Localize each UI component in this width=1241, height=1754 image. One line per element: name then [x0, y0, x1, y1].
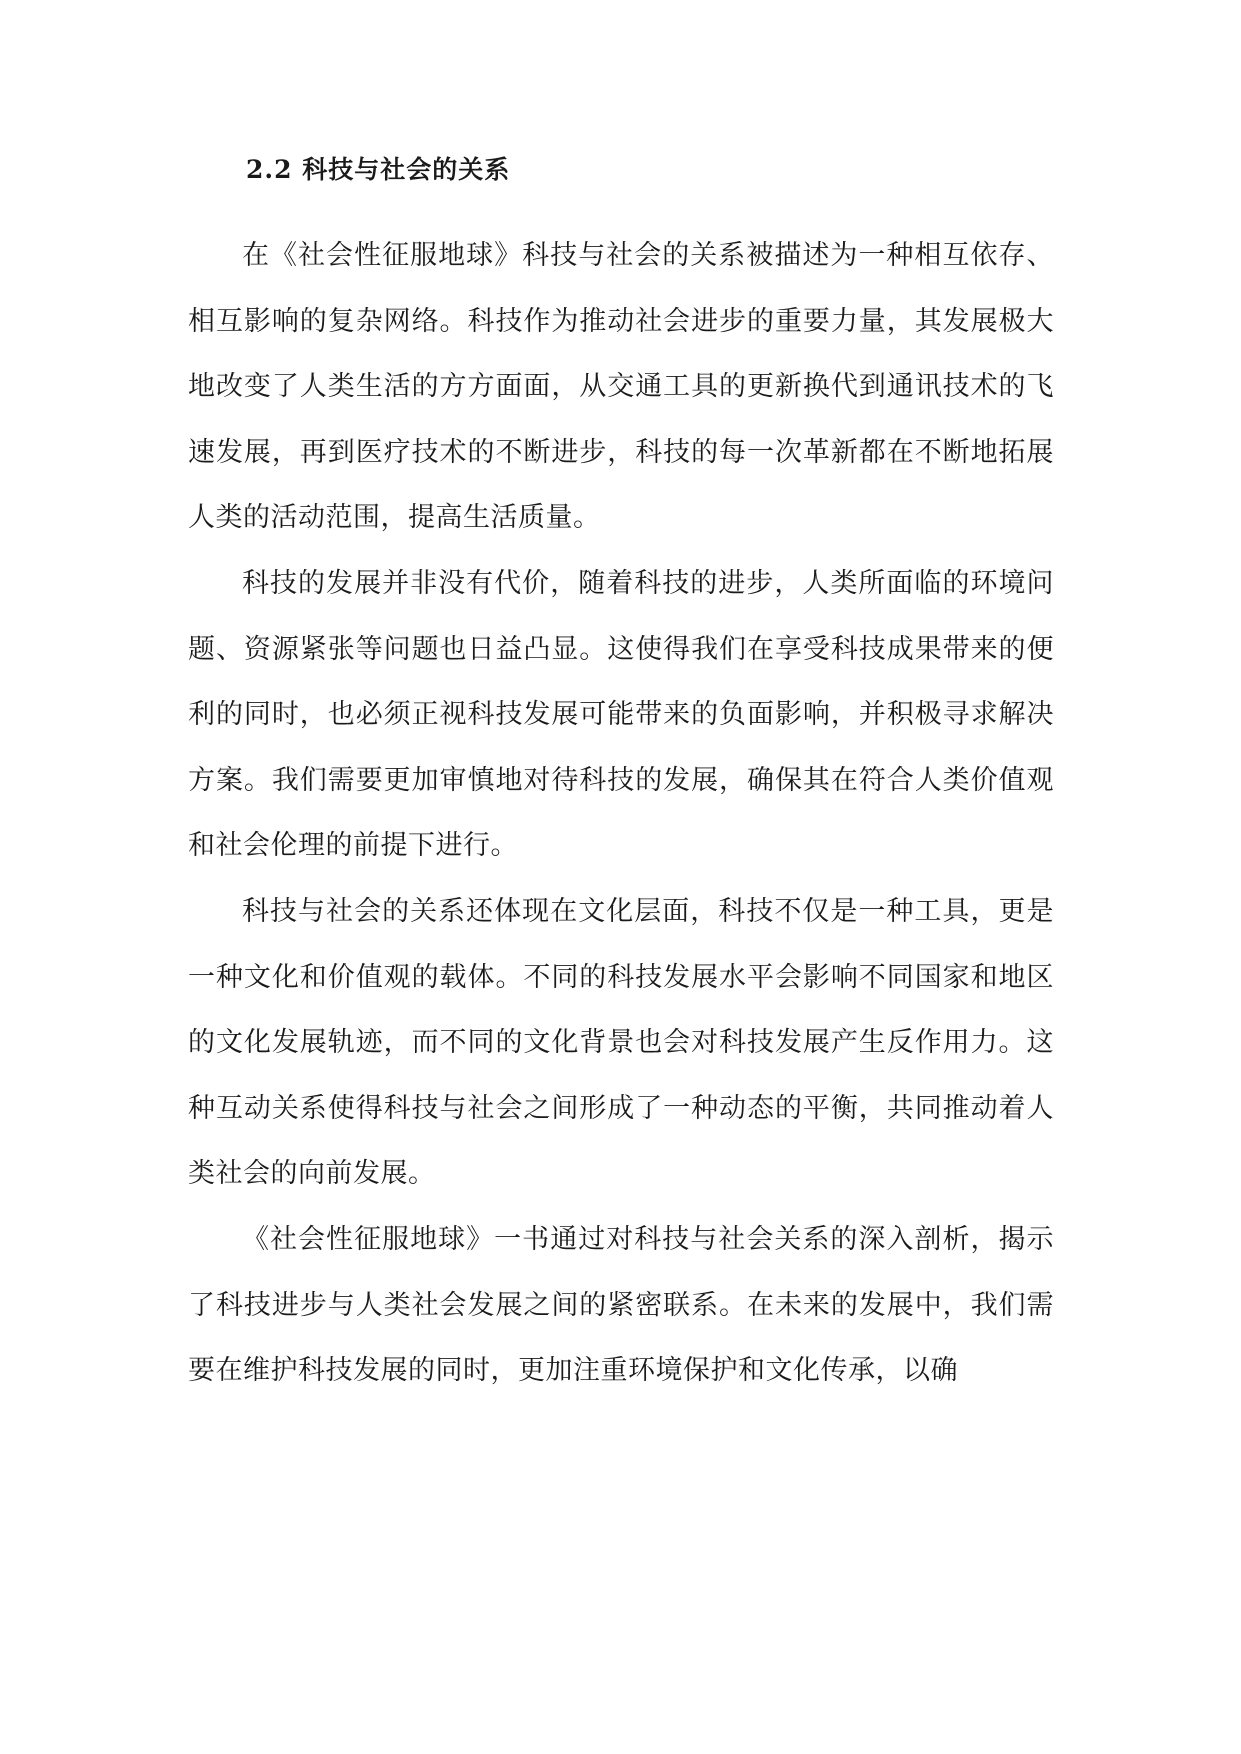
paragraph-3: 科技与社会的关系还体现在文化层面，科技不仅是一种工具，更是一种文化和价值观的载体。不同的科技发展水平会影响不同国家和地区的文化发展轨迹，而不同的文化背景也会对科技发展产生反作用力。这种互动关系使得科技与社会之间形成了一种动态的平衡，共同推动着人类社会的向前发展。: [188, 895, 1054, 1190]
document-body: [188, 143, 1054, 1404]
paragraph-1: 在《社会性征服地球》科技与社会的关系被描述为一种相互依存、相互影响的复杂网络。科技作为推动社会进步的重要力量，其发展极大地改变了人类生活的方方面面，从交通工具的更新换代到通讯技术的飞速发展，再到医疗技术的不断进步，科技的每一次革新都在不断地拓展人类的活动范围，提高生活质量。: [188, 240, 1054, 534]
paragraph-2: 科技的发展并非没有代价，随着科技的进步，人类所面临的环境问题、资源紧张等问题也日益凸显。这使得我们在享受科技成果带来的便利的同时，也必须正视科技发展可能带来的负面影响，并积极寻求解决方案。我们需要更加审慎地对待科技的发展，确保其在符合人类价值观和社会伦理的前提下进行。: [188, 567, 1054, 862]
paragraph-4: 《社会性征服地球》一书通过对科技与社会关系的深入剖析，揭示了科技进步与人类社会发展之间的紧密联系。在未来的发展中，我们需要在维护科技发展的同时，更加注重环境保护和文化传承，以确: [188, 1223, 1054, 1387]
section-heading: 2.2 科技与社会的关系: [246, 155, 511, 184]
